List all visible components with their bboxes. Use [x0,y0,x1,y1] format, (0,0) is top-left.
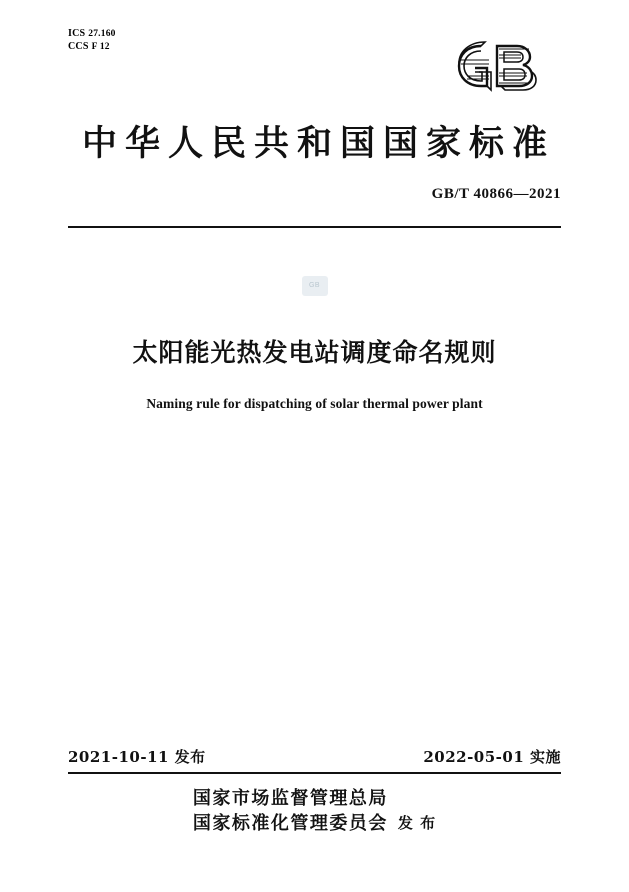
gb-emblem-icon [431,30,561,102]
date-row [68,746,561,767]
issuer-publish-label: 发 布 [397,814,437,832]
issuer-line-1: 国家市场监督管理总局 [192,788,388,809]
header-divider [68,226,561,228]
ics-line [68,28,116,41]
issue-date: 2021-10-11 发布 [68,748,206,766]
ccs-label: CCS [68,40,89,52]
center-watermark: GB [302,276,328,296]
ics-value: 27.160 [88,29,116,39]
implementation-date: 2022-05-01 实施 [423,748,561,766]
classification-codes [68,28,116,53]
issuer-line-2: 国家标准化管理委员会 [192,813,388,834]
document-title-chinese: 太阳能光热发电站调度命名规则 [132,338,497,367]
issuer-block [68,786,561,836]
ccs-line [68,41,116,54]
ics-label: ICS [68,28,86,39]
page-content [68,28,561,848]
issuer-names [193,786,388,836]
footer-divider [68,772,561,774]
document-title-english: Naming rule for dispatching of solar thermal power plant [146,396,483,411]
ccs-value: F 12 [91,41,110,52]
national-standard-title: 中华人民共和国国家标准 [81,123,555,164]
standard-number: GB/T 40866—2021 [431,186,561,202]
